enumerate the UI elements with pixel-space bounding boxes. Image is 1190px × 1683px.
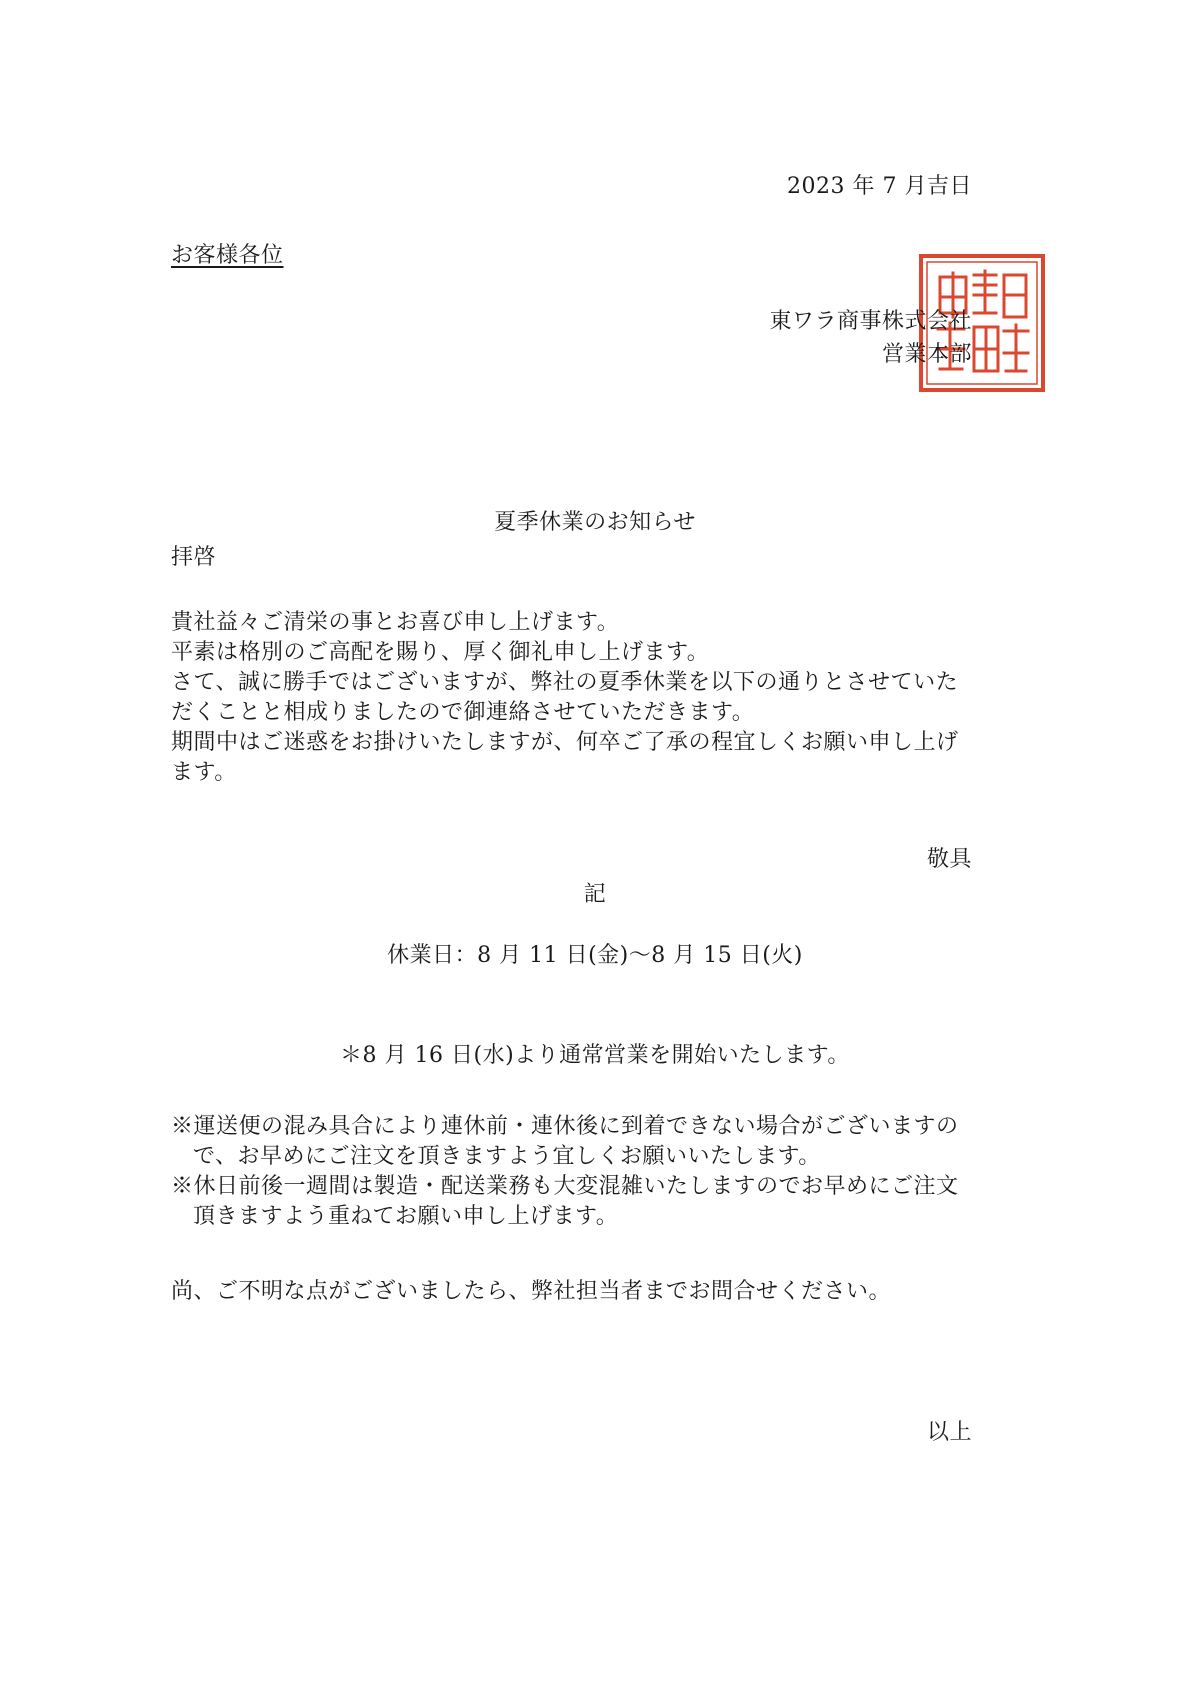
inquiry-text: 尚、ご不明な点がございましたら、弊社担当者までお問合せください。 <box>171 1279 892 1304</box>
note-line: ※運送便の混み具合により連休前・連休後に到着できない場合がございますの <box>171 1114 959 1139</box>
resume-notice: ＊8 月 16 日(水)より通常営業を開始いたします。 <box>340 1043 850 1068</box>
company-name: 東ワラ商事株式会社 <box>769 309 972 334</box>
note-line: で、お早めにご注文を頂きますよう宜しくお願いいたします。 <box>193 1144 821 1169</box>
body-text <box>171 608 1021 788</box>
ki-heading: 記 <box>583 882 607 907</box>
body-line: 平素は格別のご高配を賜り、厚く御礼申し上げます。 <box>171 640 710 665</box>
notice-title: 夏季休業のお知らせ <box>494 510 696 535</box>
recipient: お客様各位 <box>171 243 284 268</box>
note-line: 頂きますよう重ねてお願い申し上げます。 <box>193 1204 619 1229</box>
body-line: ます。 <box>171 760 237 785</box>
body-line: だくことと相成りましたので御連絡させていただきます。 <box>171 700 755 725</box>
notes-section <box>171 1112 959 1232</box>
opening-greeting: 拝啓 <box>171 545 217 570</box>
closing-keigu: 敬具 <box>926 847 972 872</box>
document-date: 2023 年 7 月吉日 <box>787 174 972 199</box>
body-line: 期間中はご迷惑をお掛けいたしますが、何卒ご了承の程宜しくお願い申し上げ <box>171 730 959 755</box>
end-mark: 以上 <box>926 1420 972 1445</box>
body-line: 貴社益々ご清栄の事とお喜び申し上げます。 <box>171 610 620 635</box>
holiday-period: 休業日：8 月 11 日(金)～8 月 15 日(火) <box>387 943 803 968</box>
note-line: ※休日前後一週間は製造・配送業務も大変混雑いたしますのでお早めにご注文 <box>171 1174 959 1199</box>
body-line: さて、誠に勝手ではございますが、弊社の夏季休業を以下の通りとさせていた <box>171 670 959 695</box>
department-name: 営業本部 <box>881 342 972 367</box>
